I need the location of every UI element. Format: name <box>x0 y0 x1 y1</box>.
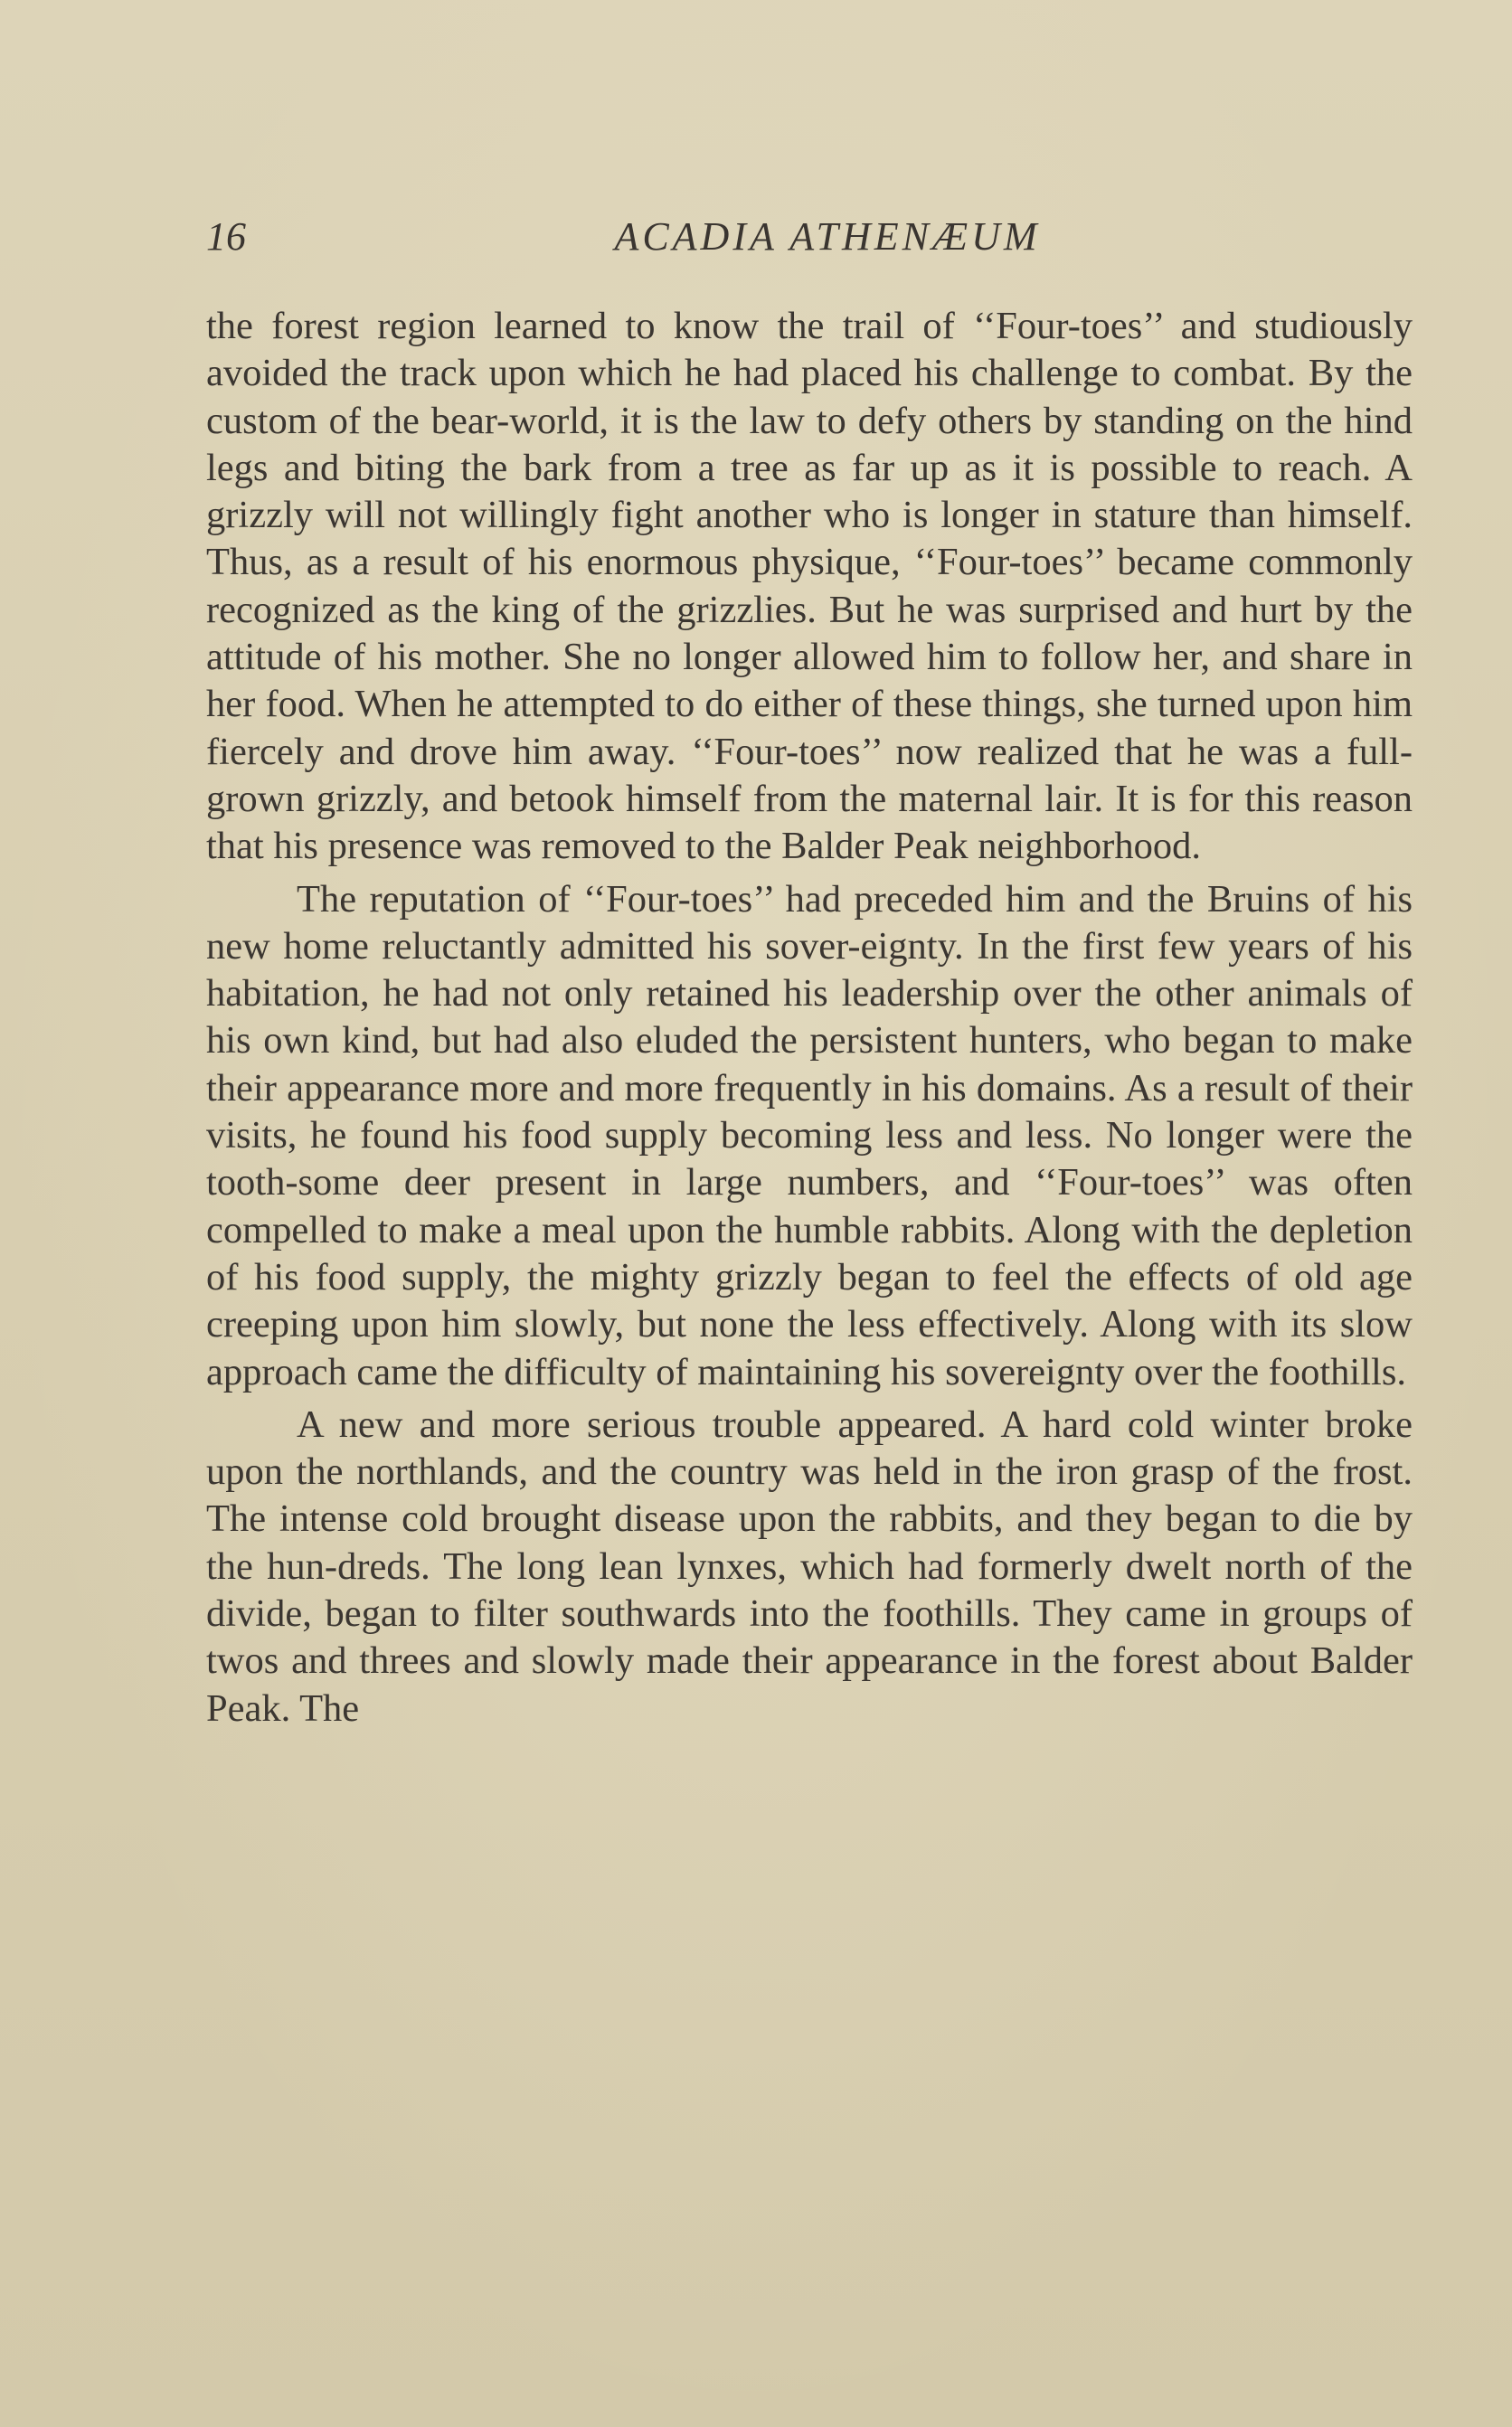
page-number: 16 <box>206 214 246 259</box>
running-head: ACADIA ATHENÆUM <box>614 214 1041 259</box>
page-header <box>206 213 1413 268</box>
paragraph: A new and more serious trouble appeared. A hard cold winter broke upon the northlands, and the country was held in the iron grasp of the frost. The intense cold brought disease upon the rabbits, and they began to die by the hun-dreds. The long lean lynxes, which had formerly dwelt north of the divide, began to filter southwards into the foothills. They came in groups of twos and threes and slowly made their appearance in the forest about Balder Peak. The <box>206 1402 1413 1730</box>
paragraph: The reputation of ‘‘Four-toes’’ had preceded him and the Bruins of his new home reluctantly admitted his sover-eignty. In the first few years of his habitation, he had not only retained his leadership over the other animals of his own kind, but had also eluded the persistent hunters, who began to make their appearance more and more frequently in his domains. As a result of their visits, he found his food supply becoming less and less. No longer were the tooth-some deer present in large numbers, and ‘‘Four-toes’’ was often compelled to make a meal upon the humble rabbits. Along with the depletion of his food supply, the mighty grizzly began to feel the effects of old age creeping upon him slowly, but none the less effectively. Along with its slow approach came the difficulty of maintaining his sovereignty over the foothills. <box>206 877 1413 1393</box>
paragraph: the forest region learned to know the trail of ‘‘Four-toes’’ and studiously avoided the track upon which he had placed his challenge to combat. By the custom of the bear-world, it is the law to defy others by standing on the hind legs and biting the bark from a tree as far up as it is possible to reach. A grizzly will not willingly fight another who is longer in stature than himself. Thus, as a result of his enormous physique, ‘‘Four-toes’’ became commonly recognized as the king of the grizzlies. But he was surprised and hurt by the attitude of his mother. She no longer allowed him to follow her, and share in her food. When he attempted to do either of these things, she turned upon him fiercely and drove him away. ‘‘Four-toes’’ now realized that he was a full-grown grizzly, and betook himself from the maternal lair. It is for this reason that his presence was removed to the Balder Peak neighborhood. <box>206 305 1413 868</box>
body-text <box>206 303 1413 1738</box>
